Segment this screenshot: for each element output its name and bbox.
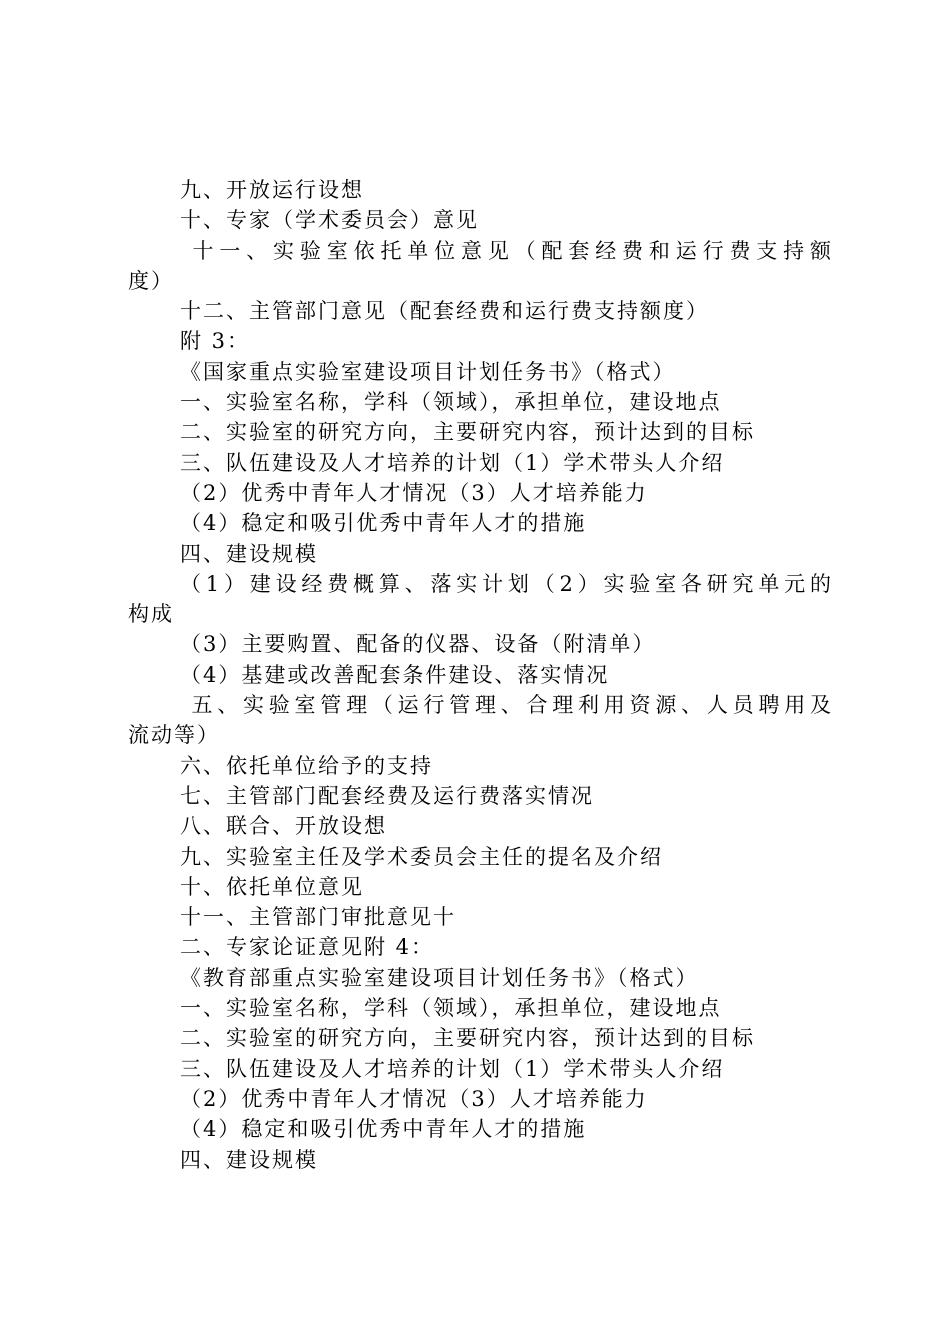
text-line: 一、实验室名称，学科（领域），承担单位，建设地点 xyxy=(180,390,722,415)
text-line: 二、实验室的研究方向，主要研究内容，预计达到的目标 xyxy=(180,1026,755,1051)
text-line: （4）稳定和吸引优秀中青年人才的措施 xyxy=(180,1117,587,1142)
text-line: （1）建设经费概算、落实计划（2）实验室各研究单元的 xyxy=(180,571,833,596)
text-line: 八、联合、开放设想 xyxy=(180,814,387,839)
text-line: 三、队伍建设及人才培养的计划（1）学术带头人介绍 xyxy=(180,450,725,475)
text-line: 十二、主管部门意见（配套经费和运行费支持额度） xyxy=(180,299,709,324)
text-line: （4）基建或改善配套条件建设、落实情况 xyxy=(180,662,610,687)
text-line: 十、专家（学术委员会）意见 xyxy=(180,208,479,233)
text-line: 《教育部重点实验室建设项目计划任务书》（格式） xyxy=(180,965,699,990)
text-line: 十、依托单位意见 xyxy=(180,874,364,899)
text-line: 《国家重点实验室建设项目计划任务书》（格式） xyxy=(180,359,676,384)
text-line: 七、主管部门配套经费及运行费落实情况 xyxy=(180,783,594,808)
text-line: 十一、实验室依托单位意见（配套经费和运行费支持额 xyxy=(180,238,833,263)
text-line: （3）主要购置、配备的仪器、设备（附清单） xyxy=(180,632,656,657)
text-line: 三、队伍建设及人才培养的计划（1）学术带头人介绍 xyxy=(180,1056,725,1081)
text-line: 五、实验室管理（运行管理、合理利用资源、人员聘用及 xyxy=(180,693,833,718)
text-line: （4）稳定和吸引优秀中青年人才的措施 xyxy=(180,511,587,536)
text-line: 一、实验室名称，学科（领域），承担单位，建设地点 xyxy=(180,996,722,1021)
text-line: 九、实验室主任及学术委员会主任的提名及介绍 xyxy=(180,844,663,869)
text-line: 度） xyxy=(128,268,174,293)
text-line: 二、实验室的研究方向，主要研究内容，预计达到的目标 xyxy=(180,420,755,445)
text-line: 四、建设规模 xyxy=(180,541,318,566)
text-line: 九、开放运行设想 xyxy=(180,178,364,202)
text-line: 附 3： xyxy=(180,329,251,354)
text-line: 四、建设规模 xyxy=(180,1147,318,1172)
text-line: （2）优秀中青年人才情况（3）人才培养能力 xyxy=(180,480,648,505)
text-line: 流动等） xyxy=(128,723,220,748)
text-line: （2）优秀中青年人才情况（3）人才培养能力 xyxy=(180,1086,648,1111)
text-line: 二、专家论证意见附 4： xyxy=(180,935,435,960)
text-line: 构成 xyxy=(128,602,174,627)
text-line: 十一、主管部门审批意见十 xyxy=(180,905,456,930)
document-body xyxy=(128,175,833,1175)
text-line: 六、依托单位给予的支持 xyxy=(180,753,433,778)
